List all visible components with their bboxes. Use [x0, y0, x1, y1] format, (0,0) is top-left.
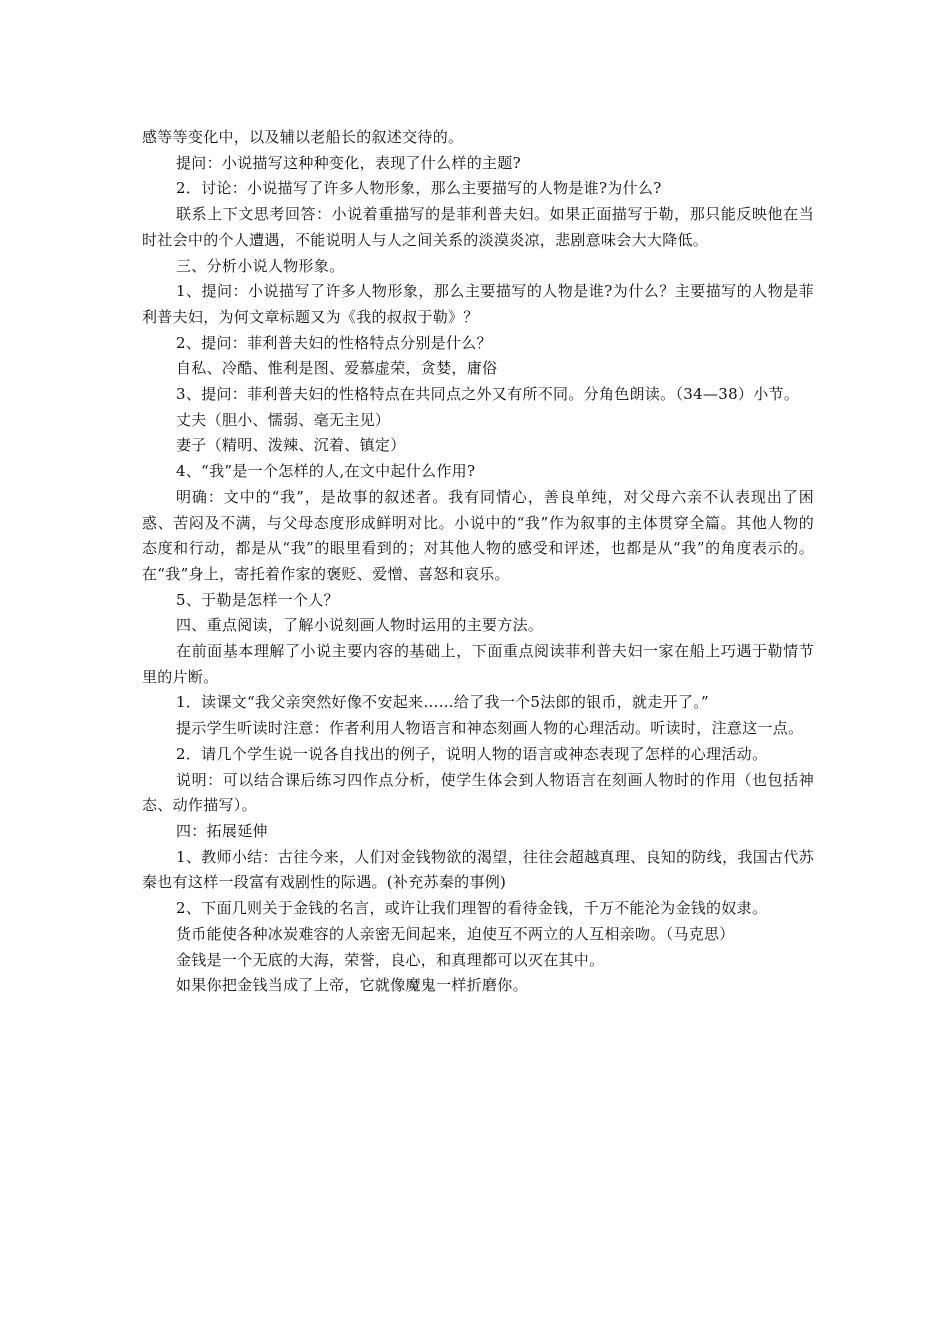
- paragraph: 4、“我”是一个怎样的人,在文中起什么作用?: [176, 462, 476, 481]
- paragraph: 2、提问：菲利普夫妇的性格特点分别是什么？: [176, 333, 492, 352]
- paragraph: 妻子（精明、泼辣、沉着、镇定）: [176, 436, 406, 455]
- paragraph: 四、重点阅读，了解小说刻画人物时运用的主要方法。: [176, 616, 544, 635]
- paragraph: 5、于勒是怎样一个人？: [176, 590, 339, 609]
- paragraph: 三、分析小说人物形象。: [176, 256, 345, 275]
- paragraph: 四：拓展延伸: [176, 821, 268, 840]
- paragraph: 1、提问：小说描写了许多人物形象，那么主要描写的人物是谁?为什么？主要描写的人物是菲利普夫妇，为何文章标题又为《我的叔叔于勒》？: [142, 282, 814, 326]
- paragraph: 1．读课文“我父亲突然好像不安起来……给了我一个5法郎的银币，就走开了。”: [176, 693, 710, 712]
- document-body: [142, 125, 814, 999]
- paragraph: 金钱是一个无底的大海，荣誉，良心，和真理都可以灭在其中。: [176, 950, 605, 969]
- paragraph: 2．讨论：小说描写了许多人物形象，那么主要描写的人物是谁?为什么?: [176, 179, 662, 198]
- paragraph: 在前面基本理解了小说主要内容的基础上，下面重点阅读菲利普夫妇一家在船上巧遇于勒情节里的片断。: [142, 642, 814, 686]
- paragraph: 提示学生听读时注意：作者利用人物语言和神态刻画人物的心理活动。听读时，注意这一点。: [176, 719, 804, 738]
- paragraph: 自私、冷酷、惟利是图、爱慕虚荣，贪婪，庸俗: [176, 359, 498, 378]
- paragraph: 货币能使各种冰炭难容的人亲密无间起来，迫使互不两立的人互相亲吻。（马克思）: [176, 924, 735, 943]
- paragraph: 2、下面几则关于金钱的名言，或许让我们理智的看待金钱，千万不能沦为金钱的奴隶。: [176, 899, 768, 918]
- paragraph: 1、教师小结：古往今来，人们对金钱物欲的渴望，往往会超越真理、良知的防线，我国古代苏秦也有这样一段富有戏剧性的际遇。(补充苏秦的事例): [142, 847, 814, 892]
- paragraph: 丈夫（胆小、懦弱、毫无主见）: [176, 410, 391, 429]
- paragraph: 说明：可以结合课后练习四作点分析，使学生体会到人物语言在刻画人物时的作用（也包括神态、动作描写）。: [142, 770, 814, 815]
- paragraph: 如果你把金钱当成了上帝，它就像魔鬼一样折磨你。: [176, 976, 528, 995]
- paragraph: 3、提问：菲利普夫妇的性格特点在共同点之外又有所不同。分角色朗读。（34—38）小节。: [176, 385, 800, 404]
- paragraph: 感等等变化中，以及辅以老船长的叙述交待的。: [142, 128, 464, 146]
- paragraph: 2．请几个学生说一说各自找出的例子，说明人物的语言或神态表现了怎样的心理活动。: [176, 744, 768, 763]
- paragraph: 联系上下文思考回答：小说着重描写的是菲利普夫妇。如果正面描写于勒，那只能反映他在当时社会中的个人遭遇，不能说明人与人之间关系的淡漠炎凉，悲剧意味会大大降低。: [142, 205, 814, 249]
- paragraph: 提问：小说描写这种种变化，表现了什么样的主题?: [176, 153, 521, 172]
- paragraph: 明确：文中的“我”，是故事的叙述者。我有同情心，善良单纯，对父母六亲不认表现出了困惑、苦闷及不满，与父母态度形成鲜明对比。小说中的“我”作为叙事的主体贯穿全篇。其他人物的态度和行动，都是从“我”的眼里看到的；对其他人物的感受和评述，也都是从“我”的角度表示的。在“我”身上，寄托着作家的褒贬、爱憎、喜怒和哀乐。: [142, 487, 814, 583]
